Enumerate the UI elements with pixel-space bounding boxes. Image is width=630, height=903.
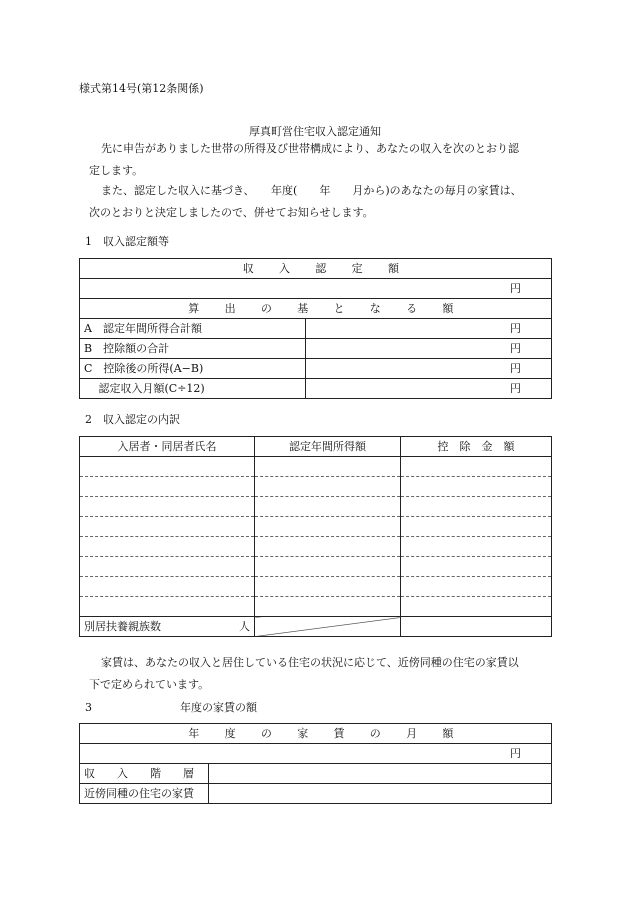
yen-unit: 円	[510, 382, 521, 395]
table-row	[80, 577, 552, 597]
col-header-names: 入居者・同居者氏名	[80, 437, 255, 457]
row-a-value[interactable]	[306, 319, 552, 339]
dependents-cell[interactable]	[80, 617, 255, 637]
income-cell[interactable]	[255, 537, 401, 557]
neighbor-rent-label: 近傍同種の住宅の家賃	[80, 784, 209, 804]
name-cell[interactable]	[80, 557, 255, 577]
table-row	[80, 517, 552, 537]
deduction-cell[interactable]	[401, 477, 552, 497]
intro-line-1b: 定します。	[89, 164, 144, 177]
deduction-cell[interactable]	[401, 537, 552, 557]
row-c-value[interactable]	[306, 359, 552, 379]
basis-header: 算出の基となる額	[80, 299, 552, 319]
dependents-deduction-cell[interactable]	[401, 617, 552, 637]
name-cell[interactable]	[80, 517, 255, 537]
income-cell[interactable]	[255, 597, 401, 617]
yen-unit: 円	[510, 342, 521, 355]
income-breakdown-table	[79, 436, 552, 637]
income-certification-table	[79, 258, 552, 399]
table-row	[80, 537, 552, 557]
income-cell[interactable]	[255, 517, 401, 537]
section2-heading: 2 収入認定の内訳	[85, 413, 180, 426]
row-monthly-value[interactable]	[306, 379, 552, 399]
section3-heading	[85, 699, 257, 715]
income-cell[interactable]	[255, 477, 401, 497]
note-paragraph	[79, 652, 554, 696]
name-cell[interactable]	[80, 457, 255, 477]
table-row	[80, 457, 552, 477]
monthly-rent-header: 年度の家賃の月額	[80, 724, 552, 744]
document-title: 厚真町営住宅収入認定通知	[249, 125, 381, 138]
yen-unit: 円	[510, 282, 521, 295]
income-cell[interactable]	[255, 457, 401, 477]
note-line-1b: 下で定められています。	[89, 678, 210, 691]
row-a-label: A 認定年間所得合計額	[80, 319, 306, 339]
section3-number: 3	[85, 701, 92, 714]
note-line-1: 家賃は、あなたの収入と居住している住宅の状況に応じて、近傍同種の住宅の家賃以	[101, 656, 519, 669]
row-b-label: B 控除額の合計	[80, 339, 306, 359]
form-number: 様式第14号(第12条関係)	[79, 82, 204, 95]
table-row	[80, 497, 552, 517]
income-class-label: 収 入 階 層	[80, 764, 209, 784]
income-cell[interactable]	[255, 557, 401, 577]
intro-line-2: また、認定した収入に基づき、 年度( 年 月から)のあなたの毎月の家賃は、	[101, 184, 522, 197]
section1-heading: 1 収入認定額等	[85, 235, 169, 248]
income-amount-cell[interactable]	[80, 279, 552, 299]
intro-line-1: 先に申告がありました世帯の所得及び世帯構成により、あなたの収入を次のとおり認	[101, 142, 519, 155]
deduction-cell[interactable]	[401, 497, 552, 517]
table-row	[80, 557, 552, 577]
name-cell[interactable]	[80, 577, 255, 597]
income-cell[interactable]	[255, 577, 401, 597]
yen-unit: 円	[510, 362, 521, 375]
dependents-unit: 人	[239, 620, 250, 633]
table-row	[80, 597, 552, 617]
dependents-label: 別居扶養親族数	[84, 620, 161, 633]
row-b-value[interactable]	[306, 339, 552, 359]
intro-line-2b: 次のとおりと決定しましたので、併せてお知らせします。	[89, 206, 374, 219]
name-cell[interactable]	[80, 597, 255, 617]
income-cell[interactable]	[255, 497, 401, 517]
name-cell[interactable]	[80, 537, 255, 557]
row-monthly-label: 認定収入月額(C÷12)	[80, 379, 306, 399]
deduction-cell[interactable]	[401, 597, 552, 617]
name-cell[interactable]	[80, 477, 255, 497]
deduction-cell[interactable]	[401, 517, 552, 537]
diagonal-cell	[255, 617, 401, 637]
table-row	[80, 477, 552, 497]
yen-unit: 円	[510, 322, 521, 335]
yen-unit: 円	[510, 747, 521, 760]
deduction-cell[interactable]	[401, 577, 552, 597]
col-header-income: 認定年間所得額	[255, 437, 401, 457]
income-amount-header: 収入認定額	[80, 259, 552, 279]
row-c-label: C 控除後の所得(A−B)	[80, 359, 306, 379]
neighbor-rent-value[interactable]	[209, 784, 552, 804]
monthly-rent-table	[79, 723, 552, 804]
section3-heading-text: 年度の家賃の額	[180, 701, 257, 714]
intro-paragraph-2	[79, 180, 554, 224]
monthly-rent-cell[interactable]	[80, 744, 552, 764]
deduction-cell[interactable]	[401, 557, 552, 577]
income-class-value[interactable]	[209, 764, 552, 784]
deduction-cell[interactable]	[401, 457, 552, 477]
name-cell[interactable]	[80, 497, 255, 517]
intro-paragraph-1	[79, 138, 554, 182]
col-header-deduction: 控 除 金 額	[401, 437, 552, 457]
